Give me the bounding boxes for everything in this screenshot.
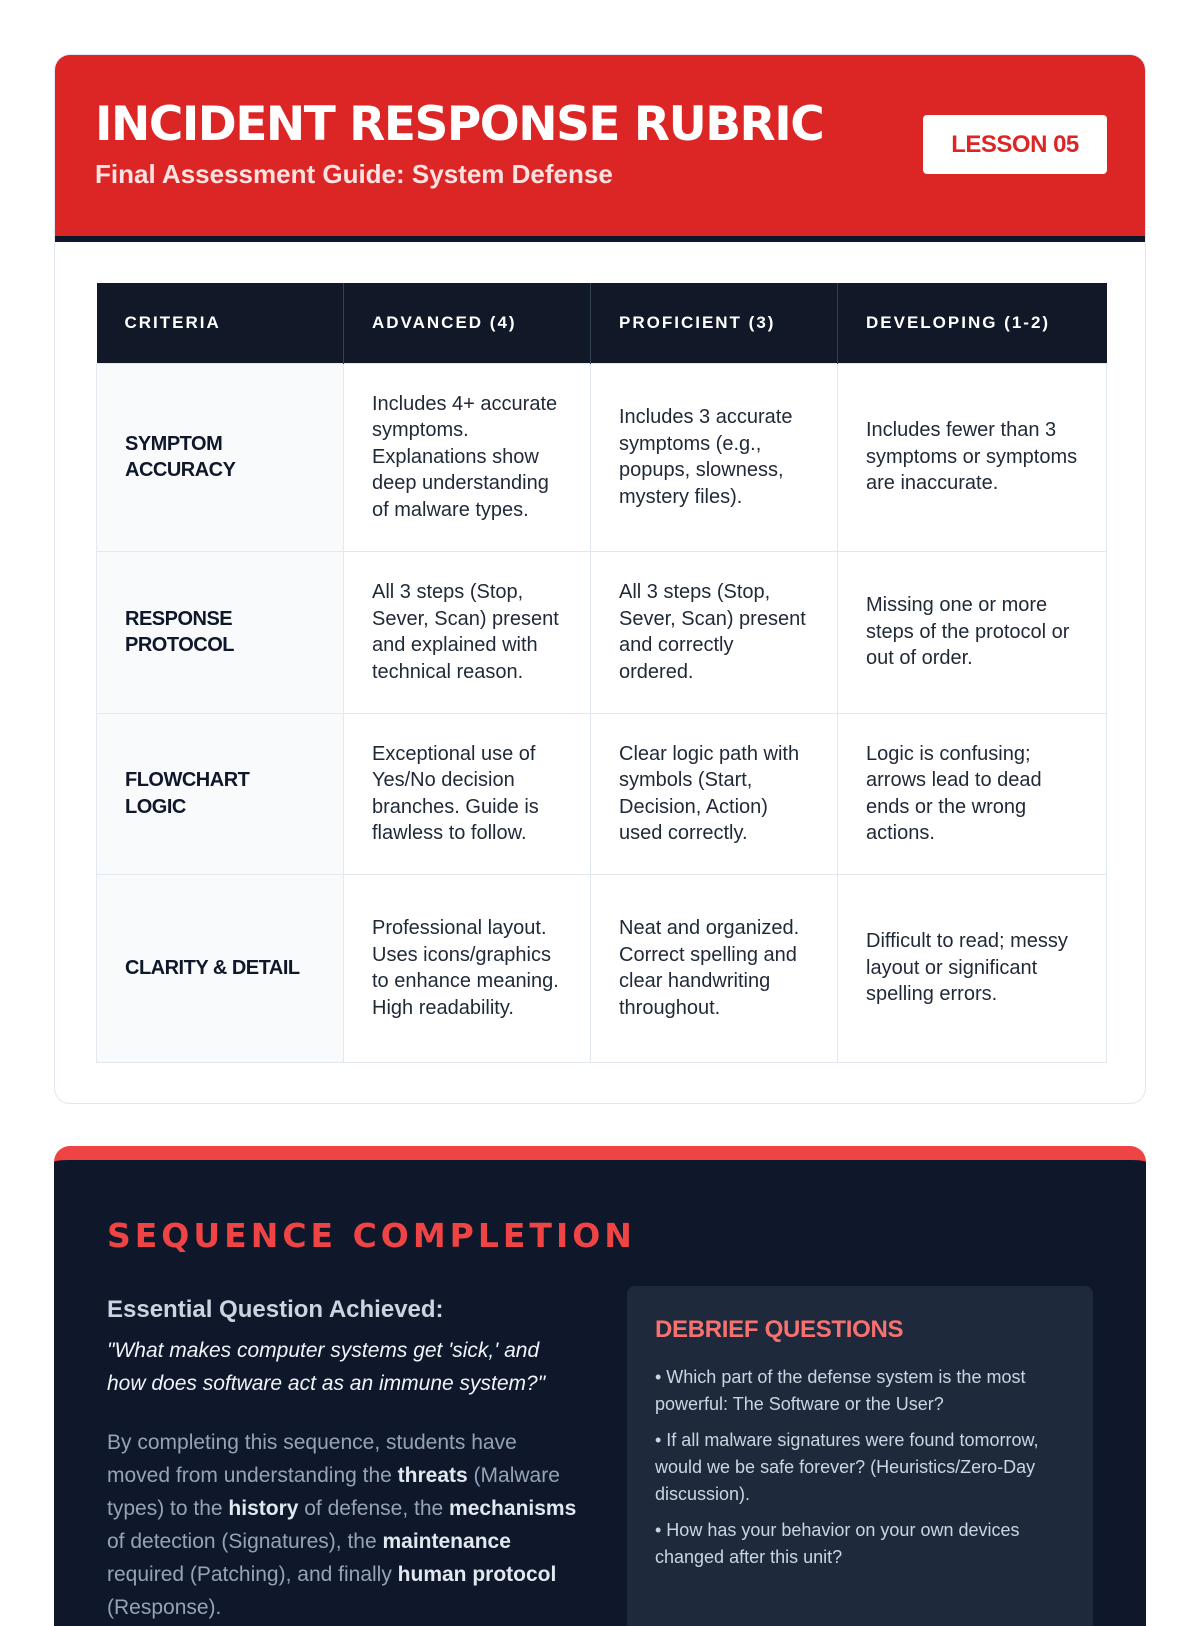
column-header-criteria: CRITERIA [97,283,344,363]
debrief-question: • How has your behavior on your own devices changed after this unit? [655,1520,1020,1567]
summary-emphasis: human protocol [397,1563,557,1586]
summary-emphasis: maintenance [382,1530,511,1553]
rubric-table [96,283,1107,1063]
summary-emphasis: threats [397,1464,468,1487]
proficient-cell: Includes 3 accurate symptoms (e.g., popups, slowness, mystery files). [591,363,838,551]
rubric-header [55,55,1145,242]
table-row [97,874,1107,1062]
developing-cell: Missing one or more steps of the protocol or out of order. [838,551,1107,713]
column-header-advanced: ADVANCED (4) [344,283,591,363]
summary-emphasis: history [228,1497,299,1520]
essential-question-quote: "What makes computer systems get 'sick,' and how does software act as an immune system?" [107,1339,546,1395]
summary-emphasis: mechanisms [449,1497,577,1520]
developing-cell: Includes fewer than 3 symptoms or symptoms are inaccurate. [838,363,1107,551]
lesson-badge: LESSON 05 [923,115,1107,174]
summary-paragraph: By completing this sequence, students have moved from understanding the threats (Malware types) to the history of defense, the mechanisms of detection (Signatures), the maintenance required (Patching), and finally human protocol (Response). [107,1431,577,1619]
advanced-cell: Exceptional use of Yes/No decision branches. Guide is flawless to follow. [344,713,591,874]
criteria-cell: RESPONSE PROTOCOL [97,551,344,713]
column-header-proficient: PROFICIENT (3) [591,283,838,363]
debrief-panel [627,1286,1093,1626]
page-title: INCIDENT RESPONSE RUBRIC [95,97,824,152]
debrief-question: • Which part of the defense system is the most powerful: The Software or the User? [655,1367,1026,1414]
column-header-developing: DEVELOPING (1-2) [838,283,1107,363]
developing-cell: Difficult to read; messy layout or significant spelling errors. [838,874,1107,1062]
page-subtitle: Final Assessment Guide: System Defense [95,159,613,189]
advanced-cell: All 3 steps (Stop, Sever, Scan) present and explained with technical reason. [344,551,591,713]
table-header-row [97,283,1107,363]
rubric-card [54,54,1146,1104]
criteria-cell: FLOWCHART LOGIC [97,713,344,874]
proficient-cell: Neat and organized. Correct spelling and clear handwriting throughout. [591,874,838,1062]
table-row [97,551,1107,713]
criteria-cell: SYMPTOM ACCURACY [97,363,344,551]
table-row [97,713,1107,874]
proficient-cell: All 3 steps (Stop, Sever, Scan) present and correctly ordered. [591,551,838,713]
debrief-question: • If all malware signatures were found tomorrow, would we be safe forever? (Heuristics/Zero-Day discussion). [655,1430,1039,1504]
sequence-completion-section [54,1146,1146,1626]
advanced-cell: Includes 4+ accurate symptoms. Explanations show deep understanding of malware types. [344,363,591,551]
section-title: SEQUENCE COMPLETION [107,1216,636,1255]
advanced-cell: Professional layout. Uses icons/graphics to enhance meaning. High readability. [344,874,591,1062]
debrief-title: DEBRIEF QUESTIONS [655,1316,904,1343]
criteria-cell: CLARITY & DETAIL [97,874,344,1062]
table-row [97,363,1107,551]
developing-cell: Logic is confusing; arrows lead to dead ends or the wrong actions. [838,713,1107,874]
proficient-cell: Clear logic path with symbols (Start, Decision, Action) used correctly. [591,713,838,874]
essential-question-label: Essential Question Achieved: [107,1296,444,1323]
